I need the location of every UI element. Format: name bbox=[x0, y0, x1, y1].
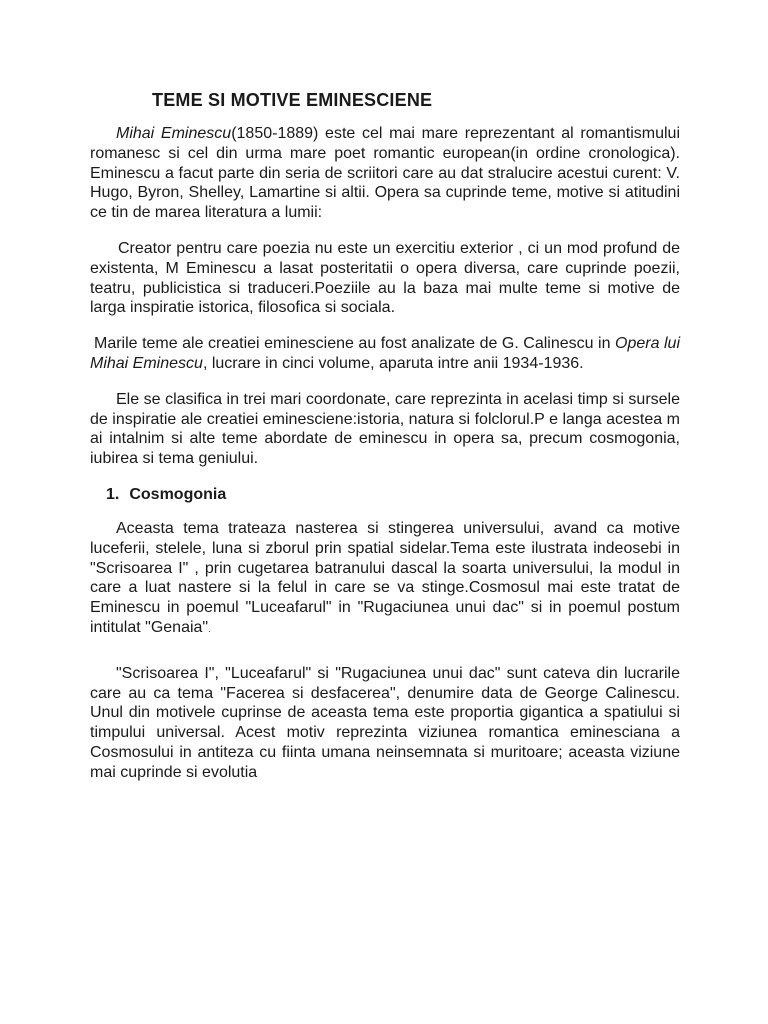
paragraph-cosmogonia-text: Aceasta tema trateaza nasterea si stingerea universului, avand ca motive luceferii, stelele, luna si zborul prin spatial sidelar.Tema este ilustrata indeosebi in "Scrisoarea I" , prin cugetarea batranului dascal la soarta universului, la modul in care a luat nastere si la felul in care se va stinge.Cosmosul mai este tratat de Eminescu in poemul "Luceafarul" in "Rugaciunea unui dac" si in poemul postum intitulat "Genaia" bbox=[90, 519, 680, 636]
book-title: Opera lui Mihai Eminescu bbox=[90, 335, 680, 372]
paragraph-calinescu-before: Marile teme ale creatiei eminesciene au fost analizate de G. Calinescu in bbox=[94, 335, 616, 353]
paragraph-cosmogonia-end: . bbox=[208, 623, 211, 634]
paragraph-intro bbox=[90, 124, 680, 223]
section-title: Cosmogonia bbox=[129, 485, 227, 503]
author-name: Mihai Eminescu bbox=[116, 125, 232, 142]
section-number: 1. bbox=[106, 485, 120, 503]
paragraph-scrisoarea: "Scrisoarea I", "Luceafarul" si "Rugaciunea unui dac" sunt cateva din lucrarile care au ca tema "Facerea si desfacerea", denumire data de George Calinescu. Unul din motivele cuprinse de aceasta tema este proportia gigantica a spatiului si timpului universal. Acest motiv reprezinta viziunea romantica eminesciana a Cosmosului in antiteza cu fiinta umana neinsemnata si muritoare; aceasta viziune mai cuprinde si evolutia bbox=[90, 664, 680, 781]
paragraph-intro-text: (1850-1889) este cel mai mare reprezentant al romantismului romanesc si cel din urma mare poet romantic european(in ordine cronologica). Eminescu a facut parte din seria de scriitori care au dat stralucire acestui curent: V. Hugo, Byron, Shelley, Lamartine si altii. Opera sa cuprinde teme, motive si atitudini ce tin de marea literatura a lumii: bbox=[90, 125, 681, 222]
paragraph-calinescu bbox=[90, 334, 680, 374]
paragraph-creator: Creator pentru care poezia nu este un exercitiu exterior , ci un mod profund de existenta, M Eminescu a lasat posteritatii o opera diversa, care cuprinde poezii, teatru, publicistica si traduceri.Poeziile au la baza mai multe teme si motive de larga inspiratie istorica, filosofica si sociala. bbox=[90, 239, 680, 317]
paragraph-cosmogonia bbox=[90, 519, 680, 640]
document-page bbox=[90, 88, 680, 799]
paragraph-calinescu-after: , lucrare in cinci volume, aparuta intre anii 1934-1936. bbox=[202, 354, 584, 372]
section-heading-cosmogonia bbox=[106, 485, 680, 505]
document-title: TEME SI MOTIVE EMINESCIENE bbox=[152, 90, 433, 110]
paragraph-coordinates: Ele se clasifica in trei mari coordonate, care reprezinta in acelasi timp si sursele de inspiratie ale creatiei eminesciene:istoria, natura si folclorul.P e langa acestea m ai intalnim si alte teme abordate de eminescu in opera sa, precum cosmogonia, iubirea si tema geniului. bbox=[90, 390, 680, 468]
